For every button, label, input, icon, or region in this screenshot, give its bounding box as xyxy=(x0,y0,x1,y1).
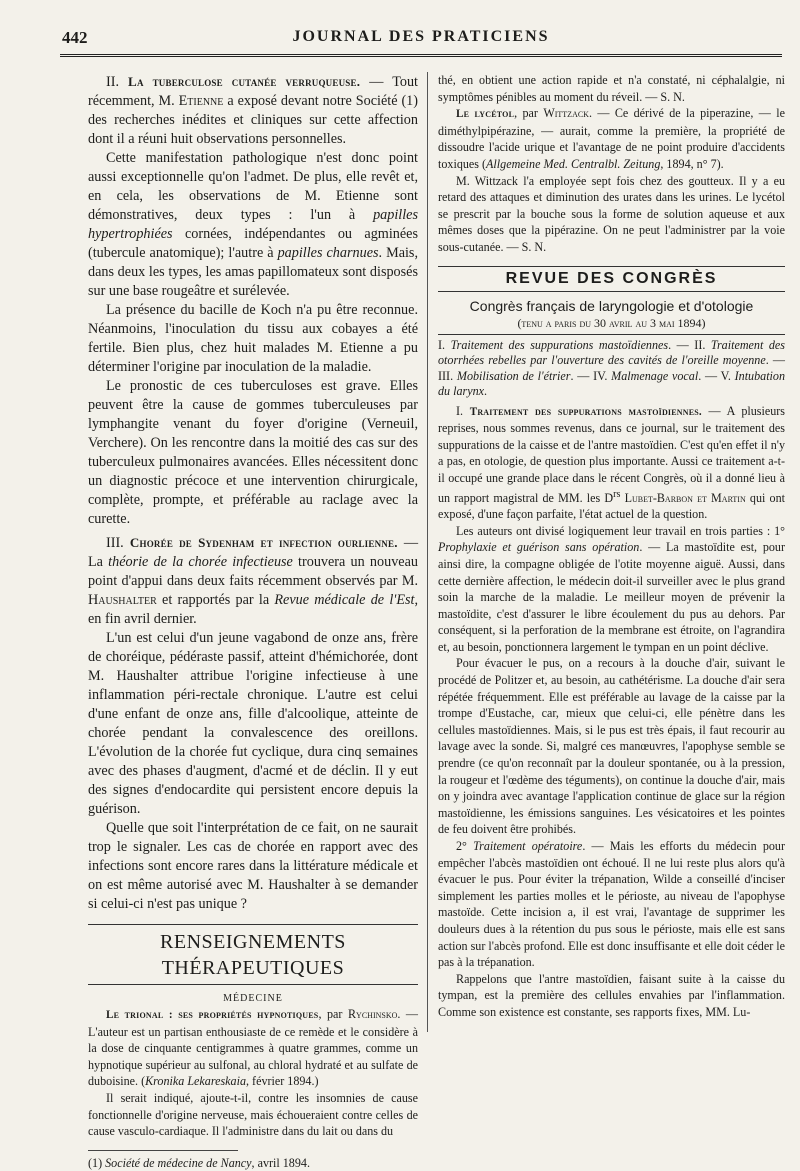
paragraph: Le pronostic de ces tuberculoses est grave. Elles peuvent être la cause de gommes tuberculeuses par lymphangite venant du foyer d'origine (Verneuil, Verchere). On les rencontre dans la moitié des cas sur des tuberculeux pulmonaires avancées. Elles nécessitent donc un diagnostic précoce et une intervention chirurgicale, complète, prompte, et préférable au raclage avec la curette. xyxy=(88,378,418,527)
paragraph-tuberculose: II. La tuberculose cutanée verruqueuse. — Tout récemment, M. Etienne a exposé devant notre Société (1) des recherches inédites et cliniques sur cette affection dont il a réuni huit observations personnelles. xyxy=(88,74,419,147)
paragraph-trional: Le trional : ses propriétés hypnotiques, par Rychinsko. — L'auteur est un partisan enthousiaste de ce remède et le considère à la dose de cinquante centigrammes à quatre grammes, comme un hypnotique supérieur au sulfonal, au chloral hydraté et au sulfate de duboisine. (Kronika Lekareskaia, février 1894.) xyxy=(88,1007,419,1089)
right-column xyxy=(438,72,785,1021)
paragraph: Les auteurs ont divisé logiquement leur travail en trois parties : 1° Prophylaxie et guérison sans opération. — La mastoïdite est, pour ainsi dire, la compagne obligée de l'otite moyenne aiguë. Aussi, dans cette dernière affection, le médecin doit-il surveiller avec le plus grand soin la marche de la maladie. Le meilleur moyen de prévenir la mastoïdite, c'est d'assurer le libre écoulement du pus au dehors. Par conséquent, si la perforation de la membrane est étroite, on l'agrandira et, au besoin, ponctionnera largement le tympan en un point déclive. xyxy=(438,523,786,654)
paragraph: 2° Traitement opératoire. — Mais les efforts du médecin pour empêcher l'abcès mastoïdien ont échoué. Il ne lui reste plus alors qu'à évacuer le pus. Pour éviter la trépanation, Wilde a conseillé d'inciser simplement les parties molles et le périoste, au niveau de l'apophyse mastoïde. Cette incision a, il est vrai, l'avantage de supprimer les douleurs dues à la rétention du pus sous le périoste, mais elle est sans action sur l'abcès profond. Elle est donc insuffisante et elle doit céder le pas à la trépanation. xyxy=(438,839,785,970)
paragraph-lycetol: Le lycétol, par Wittzack. — Ce dérivé de la piperazine, — le diméthylpipérazine, — aurait, comme la première, la propriété de dissoudre l'acide urique et l'avantage de ne point produire d'accidents toxiques (Allgemeine Med. Centralbl. Zeitung, 1894, n° 7). xyxy=(438,106,785,171)
section-title: RENSEIGNEMENTS THÉRAPEUTIQUES xyxy=(88,924,418,985)
paragraph: L'un est celui d'un jeune vagabond de onze ans, frère de choréique, pédéraste passif, atteint d'hémichorée, dont M. Haushalter attribue l'origine infectieuse à une inflammation péri-rectale chronique. L'autre est celui d'une enfant de onze ans, fille d'alcoolique, atteinte de chorée pendant la convalescence des oreillons. L'évolution de la chorée fut cyclique, dura cinq semaines avec des phases d'augment, d'acmé et de déclin. Il y eut des signes d'endocardite qui persistent encore depuis la guérison. xyxy=(88,630,418,817)
paragraph: Cette manifestation pathologique n'est donc point aussi exceptionnelle qu'on l'admet. De plus, elle revêt et, en cela, les observations de M. Etienne sont démonstratives, deux types : l'un à papilles hypertrophiées cornées, indépendantes ou agminées (tubercule anatomique); l'autre à papilles charnues. Mais, dans deux les types, les amas papillomateux sont disposés sur une base rougeâtre et surélevée. xyxy=(88,150,418,299)
heading-trional: Le trional : ses propriétés hypnotiques xyxy=(106,1009,319,1021)
congres-dates: (tenu a paris du 30 avril au 3 mai 1894) xyxy=(517,315,706,330)
heading-mastoidiennes: Traitement des suppurations mastoïdiennes. xyxy=(469,405,702,418)
column-divider xyxy=(427,72,428,1032)
paragraph: thé, en obtient une action rapide et n'a constaté, ni céphalalgie, ni symptômes pénibles au moment du réveil. — S. N. xyxy=(438,73,785,104)
footnote-rule xyxy=(88,1150,238,1151)
congres-title: Congrès français de laryngologie et d'otologie xyxy=(469,297,754,314)
paragraph-mastoidiennes: I. Traitement des suppurations mastoïdiennes. — A plusieurs reprises, nous sommes revenus, dans ce journal, sur le traitement des suppurations de la caisse et de l'antre mastoïdien. C'est qu'en effet il n'y a pas, en otologie, de question plus importante. Aussi ce traitement a-t-il occupé une grande place dans le récent Congrès, où il a donné lieu à un rapport magistral de MM. les $D^{rs}$ Lubet-Barbon et Martin qui ont exposé, d'une façon parfaite, l'état actuel de la question. xyxy=(438,403,786,522)
section-subheading: MÉDECINE xyxy=(223,993,283,1004)
heading-tuberculose: La tuberculose cutanée verruqueuse. xyxy=(128,74,361,89)
heading-lycetol: Le lycétol xyxy=(456,108,515,121)
paragraph: Il serait indiqué, ajoute-t-il, contre les insomnies de cause fonctionnelle d'origine nerveuse, mais échoueraient contre celles de cause vasculo-cardiaque. Il l'administre dans du lait ou dans du xyxy=(88,1090,418,1139)
paragraph: Pour évacuer le pus, on a recours à la douche d'air, suivant le procédé de Politzer et, au besoin, au cathétérisme. La douche d'air sera répétée fréquemment. Elle est préférable au lavage de la caisse par la trompe d'Eustache, car, mieux que celui-ci, elle pénètre dans les cellules mastoïdiennes. Mais, si le pus est très épais, il faut recourir au lavage avec la sonde. Si, malgré ces manœuvres, l'apophyse semble se prendre (ce qu'on reconnaît par la douleur spontanée, ou à la pression, la rougeur et l'œdème des téguments), on continue la douche d'air, mais on y joindra avec avantage l'application continue de glace sur la région mastoïdienne, les émissions sanguines. Les vésicatoires et les pointes de feu doivent être prohibés. xyxy=(438,656,785,837)
left-column xyxy=(88,72,418,1171)
paragraph: La présence du bacille de Koch n'a pu être reconnue. Néanmoins, l'inoculation du tissu aux cobayes a été fertile. Bien plus, chez huit malades M. Etienne a pu déterminer l'origine par inoculation de la maladie. xyxy=(88,302,418,375)
paragraph-choree: III. Chorée de Sydenham et infection ourlienne. — La théorie de la chorée infectieuse trouvera un nouveau point d'appui dans deux faits récemment observés par M. Haushalter et rapportés par la Revue médicale de l'Est, en fin avril dernier. xyxy=(88,535,419,627)
heading-choree: Chorée de Sydenham et infection ourlienne. xyxy=(129,535,398,550)
paragraph: Quelle que soit l'interprétation de ce fait, on ne saurait trop le signaler. Les cas de chorée en rapport avec des infections sont encore rares dans la littérature médicale et on est même autorisé avec M. Haushalter à se demander si celui-ci n'est pas unique ? xyxy=(88,820,418,912)
paragraph: M. Wittzack l'a employée sept fois chez des goutteux. Il y a eu retard des attaques et diminution des urates dans les urines. Le lycétol se prescrit par la bouche sous la forme de solution aqueuse et aux mêmes doses que la pipérazine. On ne peut l'administrer par la voie sous-cutanée. — S. N. xyxy=(438,173,785,254)
congres-contents: I. Traitement des suppurations mastoïdiennes. — II. Traitement des otorrhées rebelles par l'ouverture des cavités de l'oreille moyenne. — III. Mobilisation de l'étrier. — IV. Malmenage vocal. — V. Intubation du larynx. xyxy=(438,334,785,400)
running-title: JOURNAL DES PRATICIENS xyxy=(292,28,550,45)
header-rule xyxy=(60,54,782,57)
revue-title: REVUE DES CONGRÈS xyxy=(438,266,785,292)
page-header xyxy=(56,26,786,48)
footnote: (1) Société de médecine de Nancy, avril 1894. xyxy=(88,1155,310,1170)
page-number: 442 xyxy=(62,28,88,47)
paragraph: Rappelons que l'antre mastoïdien, faisant suite à la caisse du tympan, est la première des cellules envahies par l'inflammation. Comme son existence est constante, ses rapports fixes, MM. Lu- xyxy=(438,971,785,1019)
